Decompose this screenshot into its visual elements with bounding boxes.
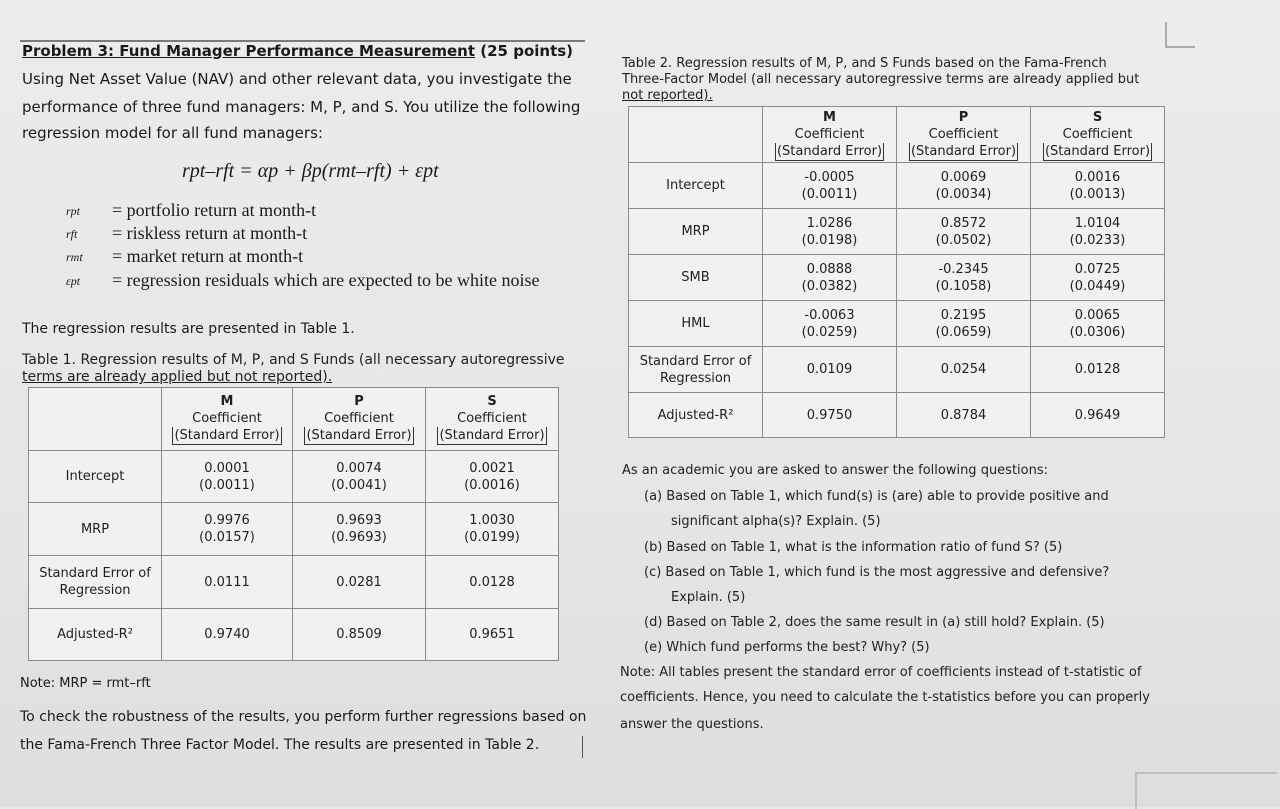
table1-row-label: Standard Error of Regression <box>29 556 162 609</box>
table1-col-s <box>426 388 559 451</box>
table2-col-s <box>1031 107 1165 163</box>
table1-cell: 0.9976 (0.0157) <box>162 503 293 556</box>
table1-col-p <box>293 388 426 451</box>
table2-col-s-l1: Coefficient <box>1062 126 1133 142</box>
table1-col-s-l2: (Standard Error) <box>439 428 545 443</box>
table2-col-m-l2: (Standard Error) <box>776 143 883 159</box>
table1-row-label: Adjusted-R² <box>29 609 162 661</box>
problem-title: Problem 3: Fund Manager Performance Measurement <box>22 42 476 60</box>
table2-cell: -0.0063 (0.0259) <box>763 301 897 347</box>
question-a-line-2: significant alpha(s)? Explain. (5) <box>671 514 881 529</box>
table2-row-label: Standard Error of Regression <box>629 347 763 393</box>
table1-col-s-l1: Coefficient <box>457 411 527 426</box>
table1-cell: 0.9693 (0.9693) <box>293 503 426 556</box>
table2-cell: 0.0109 <box>763 347 897 393</box>
table2-cell: 0.0069 (0.0034) <box>897 163 1031 209</box>
question-d: (d) Based on Table 2, does the same result in (a) still hold? Explain. (5) <box>644 615 1105 630</box>
table1-cell: 0.0128 <box>426 556 559 609</box>
table1-row-se-regression <box>29 556 559 609</box>
table2-col-p-l2: (Standard Error) <box>910 143 1017 159</box>
note-line-3: answer the questions. <box>620 717 764 732</box>
mrp-note: Note: MRP = rmt–rft <box>20 676 151 691</box>
questions-intro: As an academic you are asked to answer the following questions: <box>622 463 1049 478</box>
results-intro: The regression results are presented in Table 1. <box>22 321 355 337</box>
table2-cell: 0.0016 (0.0013) <box>1031 163 1165 209</box>
def-symbol-2: rft <box>66 227 78 241</box>
problem-heading <box>22 42 573 60</box>
table2-cell: 0.0065 (0.0306) <box>1031 301 1165 347</box>
table2-row-label: HML <box>629 301 763 347</box>
table2-row-se-regression <box>629 347 1165 393</box>
table1-corner-cell <box>29 388 162 451</box>
table2-cell: 1.0286 (0.0198) <box>763 209 897 255</box>
table2-row-label: SMB <box>629 255 763 301</box>
table1-col-s-fund: S <box>487 394 497 409</box>
table1-caption-1: Table 1. Regression results of M, P, and S Funds (all necessary autoregressive <box>22 352 565 368</box>
table2-corner-cell <box>629 107 763 163</box>
table2-row-hml <box>629 301 1165 347</box>
table1-col-p-l1: Coefficient <box>324 411 394 426</box>
table1 <box>28 387 559 661</box>
def-text-1: = portfolio return at month-t <box>112 200 317 220</box>
table1-row-intercept <box>29 451 559 503</box>
intro-line-3: regression model for all fund managers: <box>22 124 323 142</box>
text-cursor-mark <box>582 736 583 758</box>
table2-row-smb <box>629 255 1165 301</box>
table2-cell: -0.2345 (0.1058) <box>897 255 1031 301</box>
table1-col-p-l2: (Standard Error) <box>306 428 412 443</box>
def-text-3: = market return at month-t <box>112 246 304 266</box>
regression-equation: rpt–rft = αp + βp(rmt–rft) + εpt <box>182 160 439 182</box>
table1-cell: 0.9740 <box>162 609 293 661</box>
table1-col-m-l1: Coefficient <box>192 411 262 426</box>
table2-cell: 0.0128 <box>1031 347 1165 393</box>
question-c-line-2: Explain. (5) <box>671 590 746 605</box>
table2-col-m-fund: M <box>823 109 836 125</box>
table1-row-adj-r2 <box>29 609 559 661</box>
table2-cell: 1.0104 (0.0233) <box>1031 209 1165 255</box>
table2-col-m-l1: Coefficient <box>794 126 865 142</box>
intro-line-1: Using Net Asset Value (NAV) and other relevant data, you investigate the <box>22 70 572 88</box>
table1-caption-2: terms are already applied but not reported). <box>22 369 333 385</box>
table2-cell: 0.0254 <box>897 347 1031 393</box>
question-a-line-1: (a) Based on Table 1, which fund(s) is (are) able to provide positive and <box>644 489 1109 504</box>
table2 <box>628 106 1165 438</box>
table1-cell: 0.0021 (0.0016) <box>426 451 559 503</box>
def-symbol-1: rpt <box>66 204 81 218</box>
def-symbol-3: rmt <box>66 250 83 264</box>
table2-caption-1: Table 2. Regression results of M, P, and S Funds based on the Fama-French <box>622 56 1107 71</box>
bottom-frame-mark <box>1135 772 1277 809</box>
table2-cell: 0.9649 <box>1031 393 1165 438</box>
def-text-2: = riskless return at month-t <box>112 223 308 243</box>
table1-cell: 0.8509 <box>293 609 426 661</box>
table2-col-m <box>763 107 897 163</box>
intro-line-2: performance of three fund managers: M, P, and S. You utilize the following <box>22 98 581 116</box>
table1-row-label: Intercept <box>29 451 162 503</box>
table2-row-label: Adjusted-R² <box>629 393 763 438</box>
table1-cell: 1.0030 (0.0199) <box>426 503 559 556</box>
table2-header-row <box>629 107 1165 163</box>
table2-cell: 0.2195 (0.0659) <box>897 301 1031 347</box>
table1-cell: 0.0074 (0.0041) <box>293 451 426 503</box>
question-b: (b) Based on Table 1, what is the information ratio of fund S? (5) <box>644 540 1063 555</box>
table2-col-p-l1: Coefficient <box>928 126 999 142</box>
table1-cell: 0.9651 <box>426 609 559 661</box>
def-symbol-4: εpt <box>66 274 81 288</box>
table1-cell: 0.0281 <box>293 556 426 609</box>
question-e: (e) Which fund performs the best? Why? (5) <box>644 640 930 655</box>
table1-cell: 0.0111 <box>162 556 293 609</box>
table2-row-mrp <box>629 209 1165 255</box>
table2-caption-3: not reported). <box>622 88 713 103</box>
table1-header-row <box>29 388 559 451</box>
table2-row-label: Intercept <box>629 163 763 209</box>
table1-col-m-fund: M <box>220 394 234 409</box>
problem-points: (25 points) <box>480 42 574 60</box>
def-text-4: = regression residuals which are expected to be white noise <box>112 270 540 290</box>
table2-col-s-fund: S <box>1092 109 1103 125</box>
table2-cell: 0.0888 (0.0382) <box>763 255 897 301</box>
table2-row-intercept <box>629 163 1165 209</box>
note-line-2: coefficients. Hence, you need to calculate the t-statistics before you can properly <box>620 690 1150 705</box>
question-c-line-1: (c) Based on Table 1, which fund is the most aggressive and defensive? <box>644 565 1110 580</box>
table2-col-s-l2: (Standard Error) <box>1044 143 1151 159</box>
table2-cell: 0.0725 (0.0449) <box>1031 255 1165 301</box>
table2-col-p <box>897 107 1031 163</box>
note-line-1: Note: All tables present the standard error of coefficients instead of t-statistic of <box>620 665 1142 680</box>
table1-col-p-fund: P <box>354 394 364 409</box>
table2-caption-2: Three-Factor Model (all necessary autoregressive terms are already applied but <box>622 72 1140 87</box>
table2-row-adj-r2 <box>629 393 1165 438</box>
robustness-line-2: the Fama-French Three Factor Model. The results are presented in Table 2. <box>20 737 540 753</box>
table2-cell: 0.8784 <box>897 393 1031 438</box>
table2-cell: -0.0005 (0.0011) <box>763 163 897 209</box>
robustness-line-1: To check the robustness of the results, you perform further regressions based on <box>20 709 587 725</box>
table1-cell: 0.0001 (0.0011) <box>162 451 293 503</box>
page-corner-mark <box>1165 22 1195 48</box>
table1-row-label: MRP <box>29 503 162 556</box>
table2-col-p-fund: P <box>958 109 969 125</box>
table2-row-label: MRP <box>629 209 763 255</box>
table1-col-m <box>162 388 293 451</box>
table1-col-m-l2: (Standard Error) <box>174 428 280 443</box>
table1-row-mrp <box>29 503 559 556</box>
table2-cell: 0.8572 (0.0502) <box>897 209 1031 255</box>
table2-cell: 0.9750 <box>763 393 897 438</box>
